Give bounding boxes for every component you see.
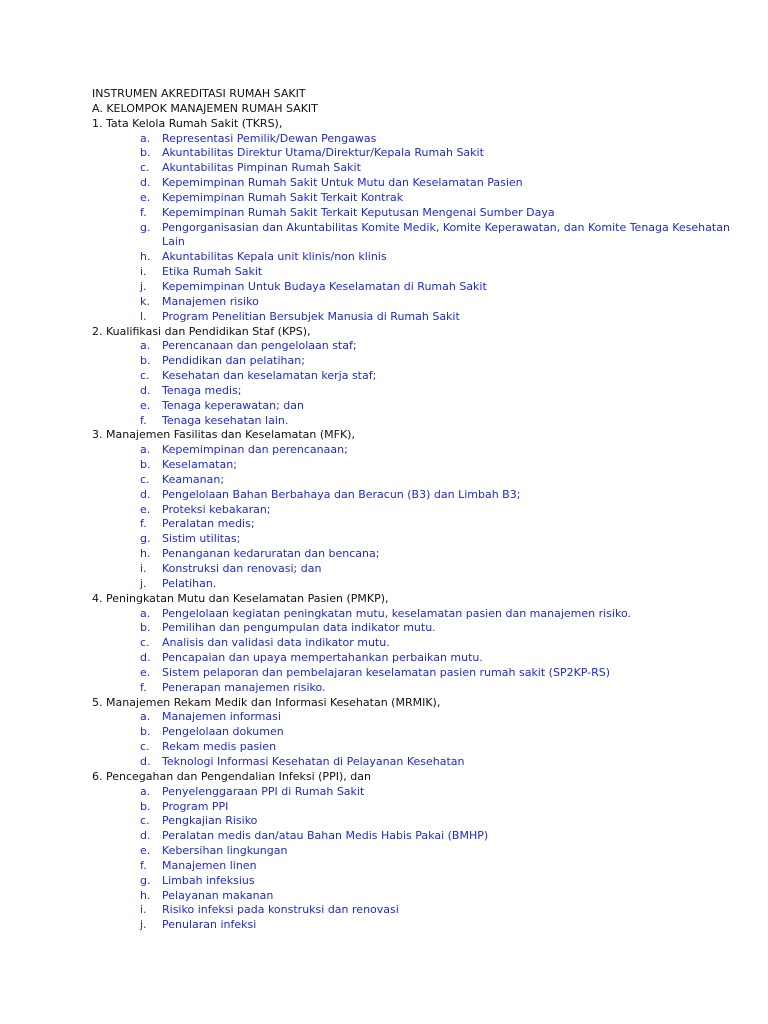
list-item bbox=[92, 354, 742, 369]
list-item-letter: d. bbox=[140, 383, 151, 397]
document-page bbox=[92, 87, 742, 933]
list-item-text: Penanganan kedaruratan dan bencana; bbox=[162, 547, 380, 561]
list-item-letter: a. bbox=[140, 443, 151, 457]
list-item-letter: a. bbox=[140, 131, 151, 145]
list-item-letter: d. bbox=[140, 176, 151, 190]
list-item-letter: b. bbox=[140, 458, 151, 472]
list-item-text: Peralatan medis; bbox=[162, 517, 255, 531]
list-item-text: Akuntabilitas Direktur Utama/Direktur/Kepala Rumah Sakit bbox=[162, 146, 484, 160]
list-item-letter: e. bbox=[140, 844, 151, 858]
list-item bbox=[92, 607, 742, 622]
list-item-text: Pengorganisasian dan Akuntabilitas Komite Medik, Komite Keperawatan, dan Komite Tenaga Kesehatan Lain bbox=[162, 220, 730, 249]
list-item bbox=[92, 146, 742, 161]
list-item bbox=[92, 310, 742, 325]
section-2 bbox=[92, 325, 742, 429]
list-item bbox=[92, 755, 742, 770]
section-3 bbox=[92, 428, 742, 591]
list-item bbox=[92, 221, 742, 251]
sections-container bbox=[92, 117, 742, 933]
list-item-letter: c. bbox=[140, 814, 150, 828]
list-item-text: Penyelenggaraan PPI di Rumah Sakit bbox=[162, 784, 365, 798]
list-item bbox=[92, 577, 742, 592]
list-item bbox=[92, 503, 742, 518]
list-item-letter: c. bbox=[140, 472, 150, 486]
list-item-text: Kepemimpinan Rumah Sakit Terkait Keputusan Mengenai Sumber Daya bbox=[162, 205, 555, 219]
list-item-text: Pencapaian dan upaya mempertahankan perbaikan mutu. bbox=[162, 651, 483, 665]
list-item-text: Analisis dan validasi data indikator mutu. bbox=[162, 636, 390, 650]
section-heading: 6. Pencegahan dan Pengendalian Infeksi (PPI), dan bbox=[92, 769, 371, 783]
list-item-letter: d. bbox=[140, 487, 151, 501]
list-item-text: Program PPI bbox=[162, 799, 229, 813]
list-item-text: Tenaga medis; bbox=[162, 383, 242, 397]
list-item-letter: g. bbox=[140, 532, 151, 546]
list-item-text: Akuntabilitas Kepala unit klinis/non klinis bbox=[162, 250, 387, 264]
list-item bbox=[92, 725, 742, 740]
list-item-letter: a. bbox=[140, 606, 151, 620]
list-item-text: Proteksi kebakaran; bbox=[162, 502, 271, 516]
list-item-letter: i. bbox=[140, 265, 147, 279]
list-item bbox=[92, 250, 742, 265]
list-item-text: Keamanan; bbox=[162, 472, 225, 486]
list-item bbox=[92, 384, 742, 399]
section-heading: 5. Manajemen Rekam Medik dan Informasi Kesehatan (MRMIK), bbox=[92, 695, 441, 709]
list-item bbox=[92, 399, 742, 414]
list-item bbox=[92, 280, 742, 295]
list-item bbox=[92, 458, 742, 473]
list-item bbox=[92, 800, 742, 815]
list-item bbox=[92, 621, 742, 636]
list-item-text: Kepemimpinan Rumah Sakit Terkait Kontrak bbox=[162, 190, 404, 204]
list-item-text: Teknologi Informasi Kesehatan di Pelayanan Kesehatan bbox=[162, 754, 465, 768]
list-item-text: Pemilihan dan pengumpulan data indikator mutu. bbox=[162, 621, 436, 635]
list-item-text: Kesehatan dan keselamatan kerja staf; bbox=[162, 369, 377, 383]
list-item bbox=[92, 191, 742, 206]
list-item bbox=[92, 132, 742, 147]
list-item bbox=[92, 532, 742, 547]
list-item bbox=[92, 829, 742, 844]
section-heading: 4. Peningkatan Mutu dan Keselamatan Pasien (PMKP), bbox=[92, 591, 389, 605]
section-5 bbox=[92, 696, 742, 770]
list-item-letter: g. bbox=[140, 220, 151, 234]
list-item-letter: f. bbox=[140, 680, 147, 694]
list-item-letter: e. bbox=[140, 398, 151, 412]
list-item bbox=[92, 740, 742, 755]
list-item-text: Limbah infeksius bbox=[162, 873, 255, 887]
section-heading: 2. Kualifikasi dan Pendidikan Staf (KPS), bbox=[92, 324, 311, 338]
list-item-text: Penerapan manajemen risiko. bbox=[162, 680, 326, 694]
list-item-letter: d. bbox=[140, 651, 151, 665]
list-item-letter: e. bbox=[140, 190, 151, 204]
list-item bbox=[92, 785, 742, 800]
section-1 bbox=[92, 117, 742, 325]
list-item-text: Sistim utilitas; bbox=[162, 532, 241, 546]
list-item-text: Tenaga keperawatan; dan bbox=[162, 398, 304, 412]
list-item bbox=[92, 176, 742, 191]
list-item-letter: a. bbox=[140, 784, 151, 798]
list-item-letter: h. bbox=[140, 250, 151, 264]
list-item-letter: c. bbox=[140, 636, 150, 650]
list-item bbox=[92, 710, 742, 725]
list-item bbox=[92, 681, 742, 696]
list-item-letter: a. bbox=[140, 710, 151, 724]
list-item-letter: g. bbox=[140, 873, 151, 887]
list-item bbox=[92, 562, 742, 577]
list-item-letter: f. bbox=[140, 205, 147, 219]
list-item bbox=[92, 414, 742, 429]
list-item bbox=[92, 844, 742, 859]
list-item-letter: f. bbox=[140, 517, 147, 531]
list-item-text: Kepemimpinan Rumah Sakit Untuk Mutu dan Keselamatan Pasien bbox=[162, 176, 523, 190]
list-item-text: Manajemen linen bbox=[162, 858, 257, 872]
list-item-text: Kepemimpinan dan perencanaan; bbox=[162, 443, 348, 457]
list-item-letter: i. bbox=[140, 903, 147, 917]
list-item bbox=[92, 517, 742, 532]
list-item-letter: f. bbox=[140, 413, 147, 427]
document-title: INSTRUMEN AKREDITASI RUMAH SAKIT bbox=[92, 87, 306, 100]
list-item bbox=[92, 651, 742, 666]
list-item-letter: e. bbox=[140, 502, 151, 516]
list-item-letter: f. bbox=[140, 858, 147, 872]
list-item-text: Sistem pelaporan dan pembelajaran keselamatan pasien rumah sakit (SP2KP-RS) bbox=[162, 665, 611, 679]
list-item-text: Pengelolaan kegiatan peningkatan mutu, keselamatan pasien dan manajemen risiko. bbox=[162, 606, 631, 620]
list-item-text: Etika Rumah Sakit bbox=[162, 265, 263, 279]
list-item-text: Perencanaan dan pengelolaan staf; bbox=[162, 339, 357, 353]
section-6 bbox=[92, 770, 742, 933]
list-item-text: Pengelolaan dokumen bbox=[162, 725, 284, 739]
list-item-letter: c. bbox=[140, 161, 150, 175]
list-item bbox=[92, 339, 742, 354]
list-item-letter: d. bbox=[140, 754, 151, 768]
list-item bbox=[92, 265, 742, 280]
list-item-text: Pelayanan makanan bbox=[162, 888, 274, 902]
list-item-letter: b. bbox=[140, 146, 151, 160]
list-item-text: Tenaga kesehatan lain. bbox=[162, 413, 289, 427]
list-item-letter: j. bbox=[140, 576, 147, 590]
list-item-text: Pendidikan dan pelatihan; bbox=[162, 354, 305, 368]
list-item bbox=[92, 473, 742, 488]
list-item-text: Representasi Pemilik/Dewan Pengawas bbox=[162, 131, 377, 145]
list-item-letter: k. bbox=[140, 294, 150, 308]
list-item-letter: e. bbox=[140, 665, 151, 679]
list-item-text: Konstruksi dan renovasi; dan bbox=[162, 562, 322, 575]
list-item bbox=[92, 161, 742, 176]
list-item-text: Pengelolaan Bahan Berbahaya dan Beracun (B3) dan Limbah B3; bbox=[162, 487, 521, 501]
list-item-text: Peralatan medis dan/atau Bahan Medis Habis Pakai (BMHP) bbox=[162, 829, 489, 843]
list-item-text: Penularan infeksi bbox=[162, 918, 257, 932]
list-item-letter: c. bbox=[140, 369, 150, 383]
list-item-text: Pelatihan. bbox=[162, 576, 217, 590]
list-item bbox=[92, 814, 742, 829]
list-item bbox=[92, 903, 742, 918]
list-item-letter: b. bbox=[140, 354, 151, 368]
section-heading: 1. Tata Kelola Rumah Sakit (TKRS), bbox=[92, 116, 283, 130]
list-item bbox=[92, 636, 742, 651]
list-item bbox=[92, 206, 742, 221]
list-item-text: Pengkajian Risiko bbox=[162, 814, 258, 828]
list-item-letter: c. bbox=[140, 740, 150, 754]
section-heading: 3. Manajemen Fasilitas dan Keselamatan (MFK), bbox=[92, 428, 355, 442]
list-item bbox=[92, 369, 742, 384]
list-item-text: Risiko infeksi pada konstruksi dan renovasi bbox=[162, 903, 399, 917]
list-item-text: Program Penelitian Bersubjek Manusia di Rumah Sakit bbox=[162, 309, 460, 323]
list-item-text: Manajemen informasi bbox=[162, 710, 281, 724]
list-item-text: Kepemimpinan Untuk Budaya Keselamatan di Rumah Sakit bbox=[162, 279, 487, 293]
list-item-letter: a. bbox=[140, 339, 151, 353]
list-item bbox=[92, 488, 742, 503]
list-item-text: Keselamatan; bbox=[162, 458, 237, 472]
list-item bbox=[92, 295, 742, 310]
list-item bbox=[92, 874, 742, 889]
list-item bbox=[92, 889, 742, 904]
list-item-letter: j. bbox=[140, 279, 147, 293]
list-item-letter: j. bbox=[140, 918, 147, 932]
list-item-letter: b. bbox=[140, 725, 151, 739]
list-item-letter: b. bbox=[140, 621, 151, 635]
list-item-letter: h. bbox=[140, 888, 151, 902]
list-item-text: Manajemen risiko bbox=[162, 294, 259, 308]
list-item bbox=[92, 443, 742, 458]
list-item bbox=[92, 918, 742, 933]
list-item-letter: d. bbox=[140, 829, 151, 843]
list-item-text: Kebersihan lingkungan bbox=[162, 844, 288, 858]
list-item-letter: h. bbox=[140, 547, 151, 561]
list-item-text: Akuntabilitas Pimpinan Rumah Sakit bbox=[162, 161, 361, 175]
list-item bbox=[92, 666, 742, 681]
list-item-text: Rekam medis pasien bbox=[162, 740, 277, 754]
list-item bbox=[92, 547, 742, 562]
list-item-letter: b. bbox=[140, 799, 151, 813]
list-item-letter: i. bbox=[140, 562, 147, 575]
list-item-letter: l. bbox=[140, 309, 147, 323]
section-4 bbox=[92, 592, 742, 696]
group-heading: A. KELOMPOK MANAJEMEN RUMAH SAKIT bbox=[92, 101, 318, 115]
list-item bbox=[92, 859, 742, 874]
